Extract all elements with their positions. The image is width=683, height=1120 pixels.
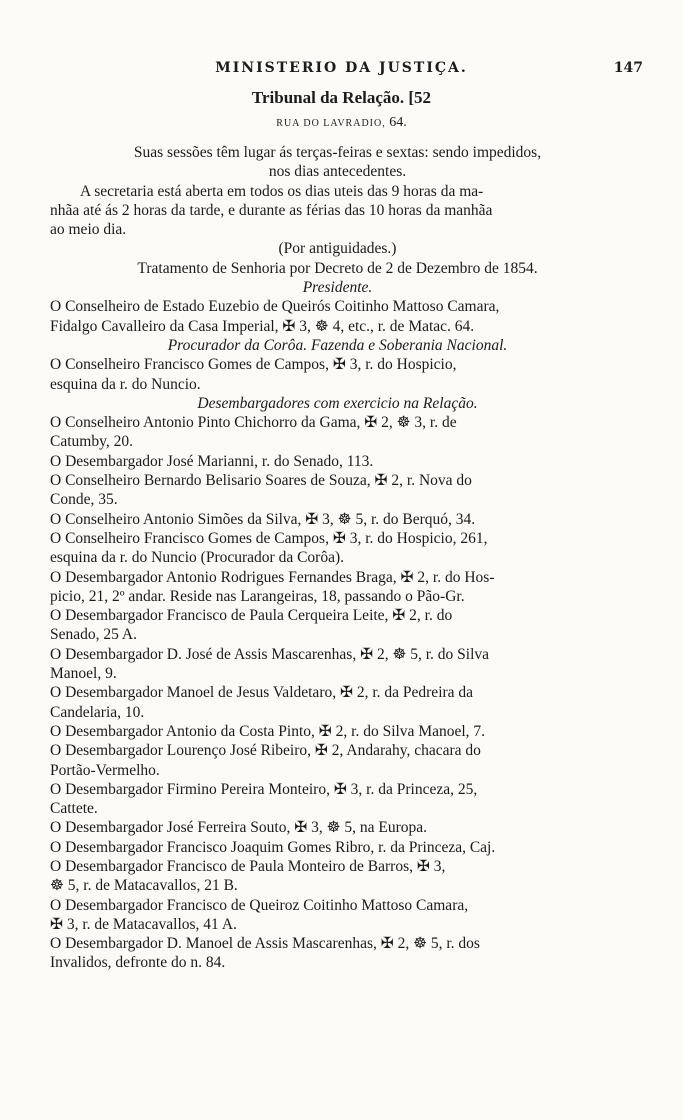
- list-item: [50, 722, 625, 741]
- list-item: [50, 606, 625, 645]
- entry-line: esquina da r. do Nuncio (Procurador da Corôa).: [50, 549, 344, 567]
- entry-line: O Desembargador Manoel de Jesus Valdetaro, ✠ 2, r. da Pedreira da: [50, 684, 474, 702]
- entry-line: O Desembargador Lourenço José Ribeiro, ✠ 2, Andarahy, chacara do: [50, 742, 481, 760]
- list-item: [50, 934, 625, 973]
- running-header: [0, 60, 683, 84]
- entry-line: O Desembargador José Ferreira Souto, ✠ 3, ☸ 5, na Europa.: [50, 819, 427, 837]
- secretaria-line-3: ao meio dia.: [50, 221, 127, 239]
- entry-line: Manoel, 9.: [50, 665, 117, 683]
- entry-line: Candelaria, 10.: [50, 703, 145, 721]
- tratamento-line: Tratamento de Senhoria por Decreto de 2 de Dezembro de 1854.: [137, 259, 538, 277]
- section-desembargadores: Desembargadores com exercicio na Relação.: [197, 394, 478, 412]
- entry-line: O Conselheiro Bernardo Belisario Soares de Souza, ✠ 2, r. Nova do: [50, 472, 472, 490]
- tribunal-address: [0, 115, 683, 131]
- entry-line: Portão-Vermelho.: [50, 761, 160, 779]
- entry-line: Invalidos, defronte do n. 84.: [50, 954, 226, 972]
- sessions-line-2: nos dias antecedentes.: [268, 163, 407, 181]
- secretaria-line-2: nhãa até ás 2 horas da tarde, e durante as férias das 10 horas da manhãa: [50, 201, 493, 219]
- list-item: [50, 568, 625, 607]
- sessions-line-1: Suas sessões têm lugar ás terças-feiras e sextas: sendo impedidos,: [133, 144, 542, 161]
- entry-line: O Desembargador Francisco de Paula Cerqueira Leite, ✠ 2, r. do: [50, 607, 453, 625]
- entry-line: esquina da r. do Nuncio.: [50, 375, 201, 393]
- list-item: [50, 452, 625, 471]
- entry-line: Conde, 35.: [50, 491, 118, 509]
- entry-line: O Desembargador Francisco de Queiroz Coitinho Mattoso Camara,: [50, 896, 469, 914]
- antiguidades-note: (Por antiguidades.): [278, 240, 397, 258]
- entry-line: O Desembargador Antonio da Costa Pinto, ✠ 2, r. do Silva Manoel, 7.: [50, 722, 486, 740]
- list-item: [50, 780, 625, 819]
- entry-line: O Desembargador Firmino Pereira Monteiro, ✠ 3, r. da Princeza, 25,: [50, 780, 478, 798]
- entry-line: O Conselheiro Antonio Simões da Silva, ✠ 3, ☸ 5, r. do Berquó, 34.: [50, 510, 476, 528]
- entry-line: ✠ 3, r. de Matacavallos, 41 A.: [50, 915, 237, 933]
- tribunal-title: Tribunal da Relação. [52: [251, 88, 432, 107]
- entry-line: O Desembargador D. Manoel de Assis Mascarenhas, ✠ 2, ☸ 5, r. dos: [50, 935, 480, 953]
- section-procurador: Procurador da Corôa. Fazenda e Soberania Nacional.: [167, 336, 508, 354]
- list-item: [50, 297, 625, 336]
- entry-line: Senado, 25 A.: [50, 626, 137, 644]
- entry-line: O Conselheiro Francisco Gomes de Campos, ✠ 3, r. do Hospicio,: [50, 356, 457, 374]
- entry-line: O Conselheiro Antonio Pinto Chichorro da Gama, ✠ 2, ☸ 3, r. de: [50, 414, 457, 432]
- list-item: [50, 355, 625, 394]
- entry-line: O Desembargador Francisco de Paula Monteiro de Barros, ✠ 3,: [50, 857, 446, 875]
- entry-line: O Desembargador Antonio Rodrigues Fernandes Braga, ✠ 2, r. do Hos-: [50, 568, 495, 586]
- secretaria-line-1: A secretaria está aberta em todos os dias uteis das 9 horas da ma-: [80, 182, 484, 200]
- ministry-title: MINISTERIO DA JUSTIÇA.: [215, 60, 468, 76]
- list-item: [50, 818, 625, 837]
- entry-line: O Desembargador Francisco Joaquim Gomes Ribro, r. da Princeza, Caj.: [50, 838, 496, 856]
- page-number: 147: [613, 60, 643, 76]
- address-street: RUA DO LAVRADIO,: [276, 118, 386, 129]
- document-body: [50, 143, 625, 973]
- entry-line: O Conselheiro Francisco Gomes de Campos, ✠ 3, r. do Hospicio, 261,: [50, 529, 488, 547]
- entry-line: picio, 21, 2º andar. Reside nas Larangeiras, 18, passando o Pão-Gr.: [50, 587, 465, 605]
- list-item: [50, 896, 625, 935]
- entry-line: Catumby, 20.: [50, 433, 133, 451]
- list-item: [50, 471, 625, 510]
- list-item: [50, 741, 625, 780]
- desembargadores-list: [50, 413, 625, 973]
- entry-line: ☸ 5, r. de Matacavallos, 21 B.: [50, 877, 238, 895]
- list-item: [50, 510, 625, 529]
- list-item: [50, 645, 625, 684]
- entry-line: Cattete.: [50, 800, 98, 818]
- list-item: [50, 838, 625, 857]
- address-number: 64.: [389, 115, 407, 130]
- entry-line: Fidalgo Cavalleiro da Casa Imperial, ✠ 3, ☸ 4, etc., r. de Matac. 64.: [50, 317, 475, 335]
- entry-line: O Conselheiro de Estado Euzebio de Queirós Coitinho Mattoso Camara,: [50, 298, 500, 316]
- list-item: [50, 683, 625, 722]
- list-item: [50, 529, 625, 568]
- entry-line: O Desembargador José Marianni, r. do Senado, 113.: [50, 452, 374, 470]
- section-presidente: Presidente.: [302, 279, 373, 297]
- entry-line: O Desembargador D. José de Assis Mascarenhas, ✠ 2, ☸ 5, r. do Silva: [50, 645, 490, 663]
- list-item: [50, 857, 625, 896]
- list-item: [50, 413, 625, 452]
